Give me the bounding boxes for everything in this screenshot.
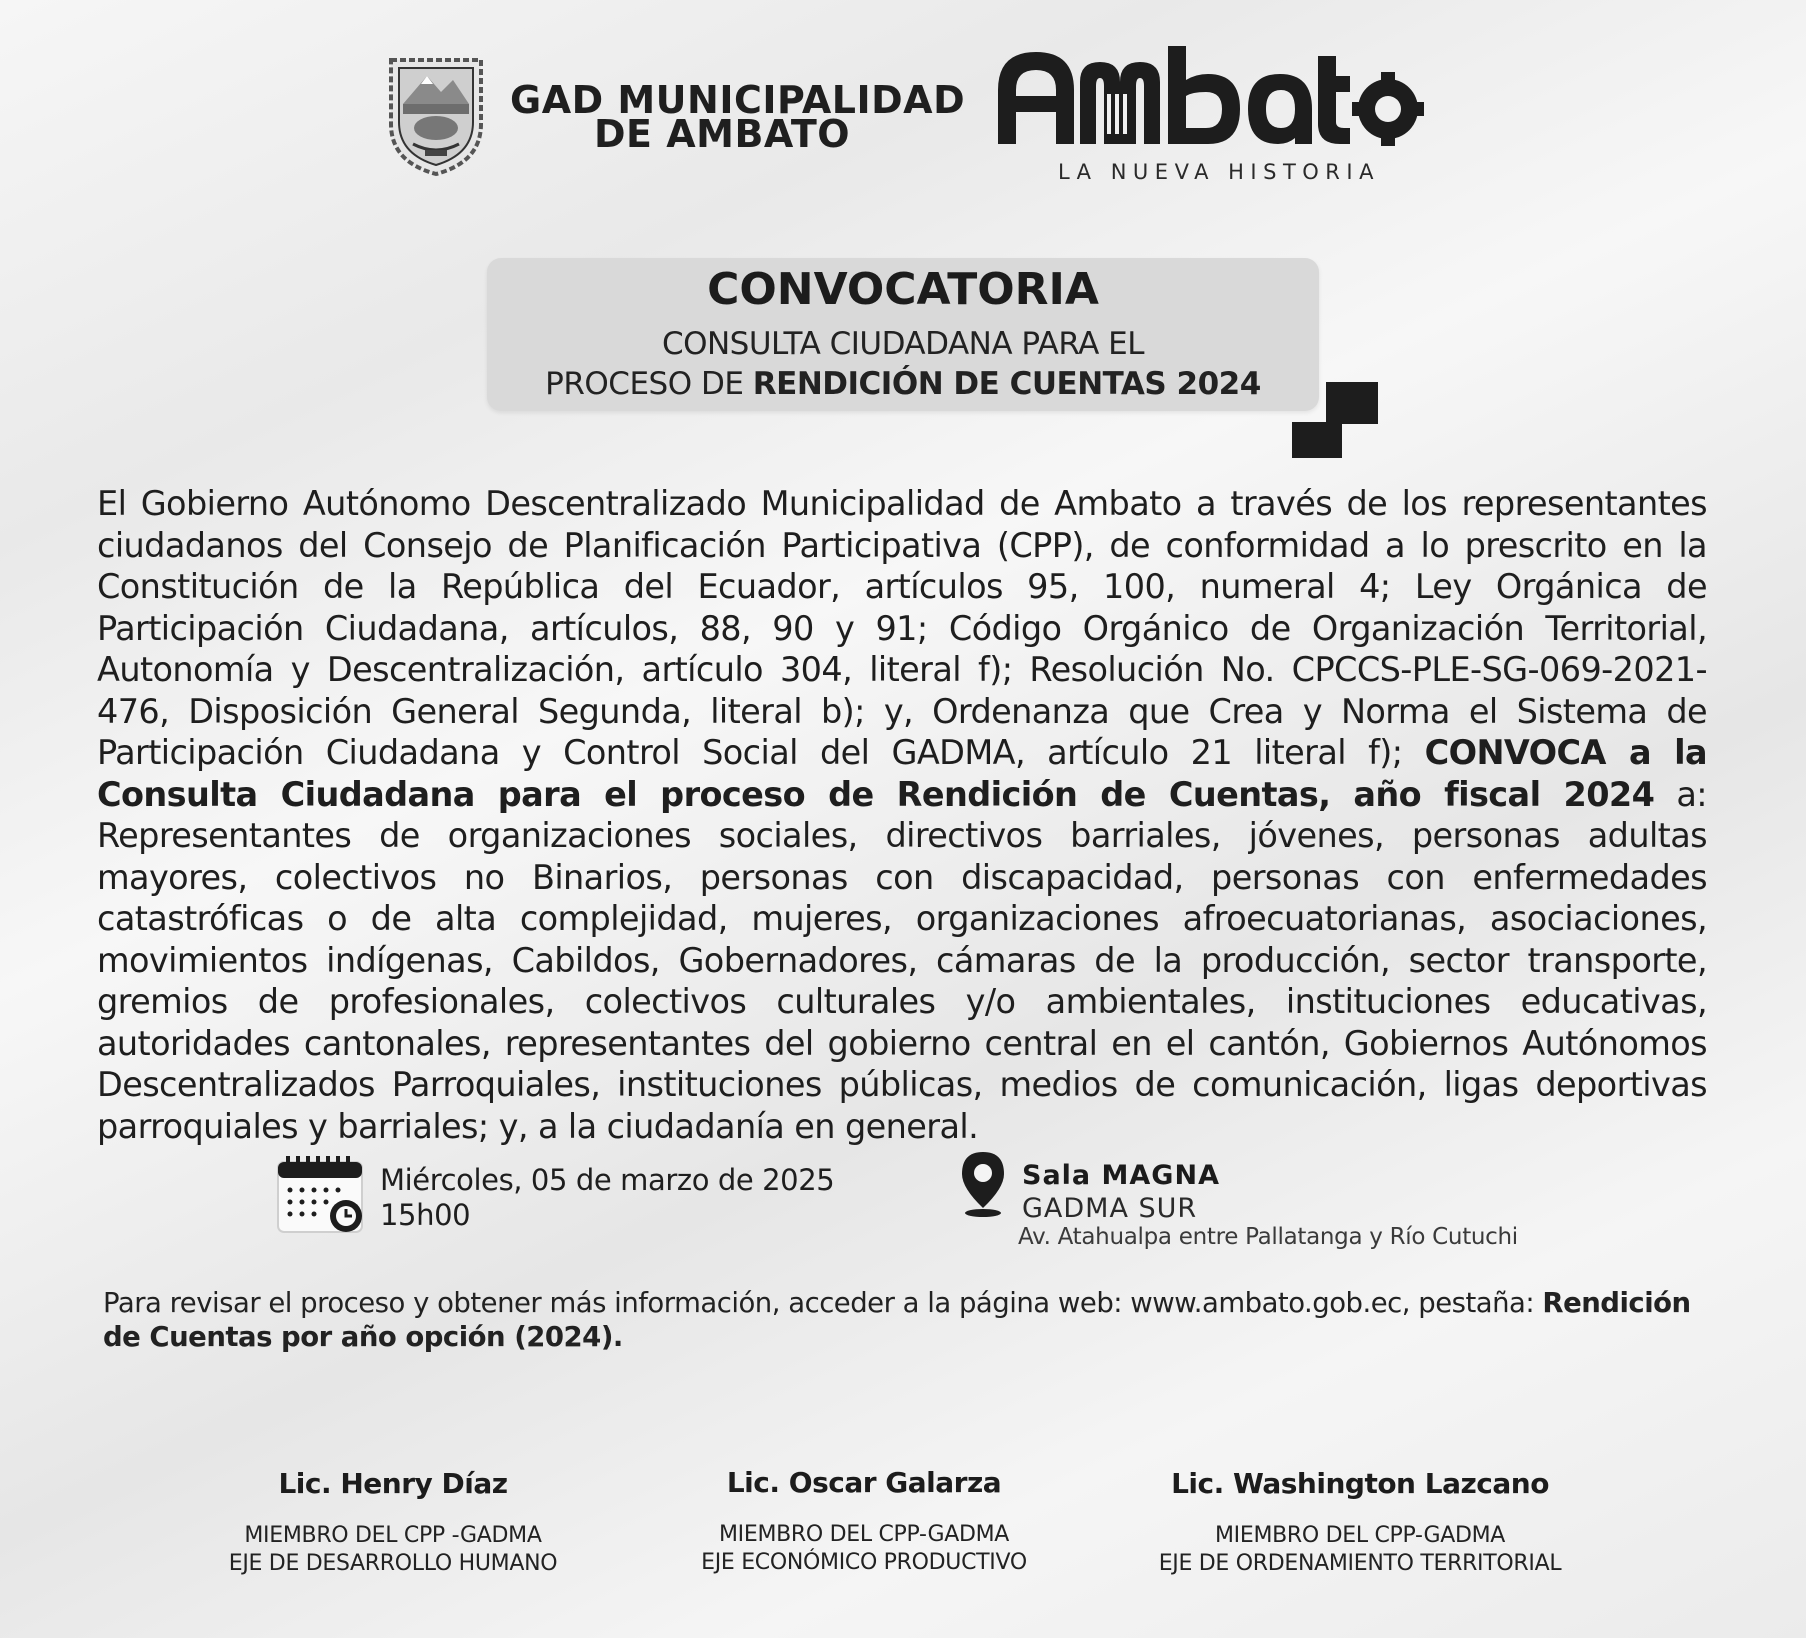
more-info-bold: Rendición de Cuentas por año opción (2024). [103,1287,1691,1353]
body-convoca: CONVOCA a la Consulta Ciudadana para el proceso de Rendición de Cuentas, año fiscal 2024 [97,733,1707,814]
signature-role-line1: MIEMBRO DEL CPP-GADMA [718,1522,1010,1547]
title-subtitle-line2 [487,366,1319,402]
event-time: 15h00 [380,1198,471,1232]
signature-name: Lic. Oscar Galarza [726,1466,1002,1499]
signature-role [153,1522,633,1578]
signature-name: Lic. Washington Lazcano [1171,1467,1549,1500]
event-place-sub: GADMA SUR [1022,1193,1198,1224]
body-rest: a: Representantes de organizaciones sociales, directivos barriales, jóvenes, personas adultas mayores, colectivos no Binarios, personas con discapacidad, personas con enfermedades catastróficas o de alta complejidad, mujeres, organizaciones afroecuatorianas, asociaciones, movimientos indígenas, Cabildos, Gobernadores, cámaras de la producción, sector transporte, gremios de profesionales, colectivos culturales y/o ambientales, instituciones educativas, autoridades cantonales, representantes del gobierno central en el cantón, Gobiernos Autónomos Descentralizados Parroquiales, instituciones públicas, medios de comunicación, ligas deportivas parroquiales y barriales; y, a la ciudadanía en general. [97,774,1707,1146]
title-subtitle-line1: CONSULTA CIUDADANA PARA EL [661,326,1145,362]
signature-role-line1: MIEMBRO DEL CPP-GADMA [1214,1523,1506,1548]
location-pin-icon [958,1150,1008,1218]
signature-role-line2: EJE DE DESARROLLO HUMANO [228,1551,558,1576]
event-date: Miércoles, 05 de marzo de 2025 [380,1163,835,1197]
signature-block [624,1466,1104,1577]
signature-role-line2: EJE ECONÓMICO PRODUCTIVO [701,1550,1027,1575]
org-name-line1: GAD MUNICIPALIDAD [510,78,966,122]
event-address: Av. Atahualpa entre Pallatanga y Río Cutuchi [1018,1224,1518,1250]
page-title: CONVOCATORIA [707,264,1099,315]
org-name-line2: DE AMBATO [594,112,851,156]
brand-tagline: LA NUEVA HISTORIA [1058,160,1380,184]
event-place-name: Sala MAGNA [1022,1160,1220,1191]
signature-block [1120,1467,1600,1578]
title-subtitle-bold: RENDICIÓN DE CUENTAS 2024 [752,366,1261,402]
decorative-corner-mark [1290,380,1378,458]
signature-name: Lic. Henry Díaz [278,1467,508,1500]
signature-role-line2: EJE DE ORDENAMIENTO TERRITORIAL [1158,1551,1562,1576]
body-paragraph [97,483,1707,1147]
title-subtitle-prefix: PROCESO DE [545,366,753,402]
ambato-logo [996,42,1426,152]
signature-block [153,1467,633,1578]
body-intro: El Gobierno Autónomo Descentralizado Municipalidad de Ambato a través de los representantes ciudadanos del Consejo de Planificación Participativa (CPP), de conformidad a lo prescrito en la Constitución de la República del Ecuador, artículos 95, 100, numeral 4; Ley Orgánica de Participación Ciudadana, artículos, 88, 90 y 91; Código Orgánico de Organización Territorial, Autonomía y Descentralización, artículo 304, literal f); Resolución No. CPCCS-PLE-SG-069-2021-476, Disposición General Segunda, literal b); y, Ordenanza que Crea y Norma el Sistema de Participación Ciudadana y Control Social del GADMA, artículo 21 literal f); [97,484,1707,772]
municipal-seal [383,54,489,178]
signature-role-line1: MIEMBRO DEL CPP -GADMA [244,1523,542,1548]
calendar-clock-icon [276,1156,370,1238]
signature-role [1120,1522,1600,1578]
more-info-text: Para revisar el proceso y obtener más información, acceder a la página web: www.ambato.gob.ec, pestaña: [103,1287,1543,1319]
more-info [103,1286,1703,1354]
signature-role [624,1521,1104,1577]
